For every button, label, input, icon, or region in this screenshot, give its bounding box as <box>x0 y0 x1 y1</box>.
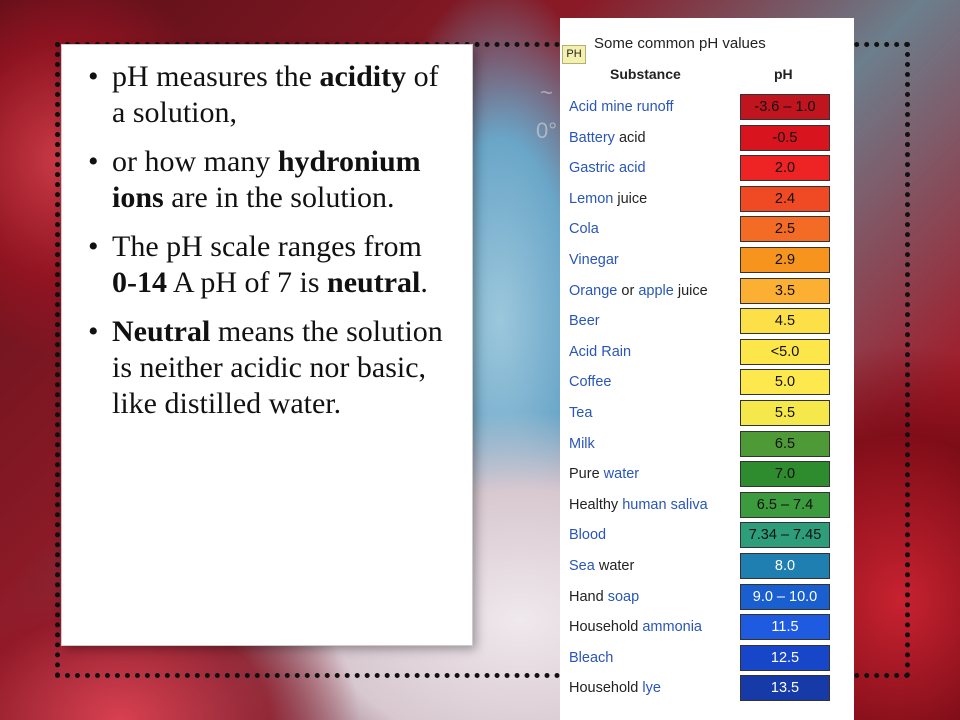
bullet-text: or how many <box>112 145 278 178</box>
bullet-item <box>80 314 454 422</box>
ph-table-row <box>560 214 854 245</box>
substance-name <box>569 214 599 245</box>
substance-name <box>569 459 639 490</box>
bullet-dot-icon: • <box>88 230 99 263</box>
ph-table-row <box>560 123 854 154</box>
substance-name <box>569 337 631 368</box>
ph-value-cell: 12.5 <box>740 645 830 671</box>
ph-table-row <box>560 92 854 123</box>
bullet-text: means the solution is neither acidic nor basic, like distilled water. <box>112 315 443 420</box>
substance-name <box>569 673 661 704</box>
substance-name <box>569 429 595 460</box>
bullet-list <box>80 59 454 422</box>
substance-name <box>569 551 634 582</box>
ph-table-row <box>560 612 854 643</box>
substance-name <box>569 582 639 613</box>
ph-value-cell: 8.0 <box>740 553 830 579</box>
substance-name <box>569 398 592 429</box>
ph-value-cell: -3.6 – 1.0 <box>740 94 830 120</box>
substance-link[interactable]: Cola <box>569 221 599 238</box>
ph-value-cell: 5.5 <box>740 400 830 426</box>
substance-link[interactable]: Blood <box>569 527 607 544</box>
bullet-text: . <box>420 266 428 299</box>
ph-value-cell: 11.5 <box>740 614 830 640</box>
substance-text: acid <box>614 129 646 146</box>
substance-link[interactable]: Milk <box>569 435 595 452</box>
ph-value-cell: 13.5 <box>740 675 830 701</box>
beaker-graduation-mark: 0° <box>536 118 558 143</box>
ph-table-row <box>560 276 854 307</box>
substance-text: Pure <box>569 466 604 483</box>
bullet-bold-text: 0-14 <box>112 266 167 299</box>
ph-table-row <box>560 184 854 215</box>
substance-link[interactable]: Gastric acid <box>569 160 646 177</box>
ph-value-cell: 2.9 <box>740 247 830 273</box>
substance-text: Hand <box>569 588 608 605</box>
ph-table-row <box>560 520 854 551</box>
substance-link[interactable]: Vinegar <box>569 251 619 268</box>
ph-table-row <box>560 153 854 184</box>
ph-table-row <box>560 551 854 582</box>
ph-table-title: Some common pH values <box>594 35 766 52</box>
substance-link[interactable]: Bleach <box>569 649 614 666</box>
substance-text: water <box>594 557 635 574</box>
substance-text: juice <box>673 282 708 299</box>
ph-value-cell: 2.0 <box>740 155 830 181</box>
substance-link[interactable]: Acid Rain <box>569 343 632 360</box>
substance-name <box>569 612 702 643</box>
bullet-item <box>80 59 454 131</box>
substance-name <box>569 153 646 184</box>
ph-table-row <box>560 490 854 521</box>
substance-text: Household <box>569 680 643 697</box>
substance-link[interactable]: Tea <box>569 404 593 421</box>
substance-link[interactable]: Lemon <box>569 190 614 207</box>
substance-name <box>569 367 611 398</box>
ph-value-cell: 2.4 <box>740 186 830 212</box>
substance-column-header: Substance <box>610 66 681 82</box>
bullet-dot-icon: • <box>88 60 99 93</box>
beaker-graduation-mark: ~ <box>540 80 553 105</box>
ph-table-row <box>560 337 854 368</box>
substance-name <box>569 520 606 551</box>
ph-column-header: pH <box>774 66 793 82</box>
ph-value-cell: <5.0 <box>740 339 830 365</box>
substance-name <box>569 306 600 337</box>
substance-link[interactable]: soap <box>607 588 640 605</box>
substance-name <box>569 643 613 674</box>
text-panel <box>62 45 472 645</box>
substance-link[interactable]: Acid mine runoff <box>569 99 674 115</box>
ph-rows <box>560 92 854 704</box>
ph-value-cell: 6.5 – 7.4 <box>740 492 830 518</box>
ph-table-row <box>560 643 854 674</box>
substance-name <box>569 276 708 307</box>
ph-value-cell: 4.5 <box>740 308 830 334</box>
bullet-item <box>80 144 454 216</box>
substance-text: Healthy <box>569 496 623 513</box>
ph-value-cell: 7.34 – 7.45 <box>740 522 830 548</box>
ph-tag: PH <box>562 45 586 64</box>
bullet-bold-text: Neutral <box>112 315 211 348</box>
bullet-text: of a solution, <box>112 60 439 129</box>
ph-table-row <box>560 306 854 337</box>
substance-name <box>569 123 646 154</box>
substance-link[interactable]: water <box>603 466 640 483</box>
ph-value-cell: 7.0 <box>740 461 830 487</box>
ph-value-cell: 2.5 <box>740 216 830 242</box>
substance-link[interactable]: human saliva <box>622 496 708 513</box>
substance-link[interactable]: Orange <box>569 282 618 299</box>
ph-table-row <box>560 367 854 398</box>
ph-table-row <box>560 245 854 276</box>
substance-link[interactable]: Coffee <box>569 374 612 391</box>
bullet-dot-icon: • <box>88 145 99 178</box>
substance-link[interactable]: apple <box>638 282 674 299</box>
bullet-text: are in the solution. <box>163 181 395 214</box>
ph-value-cell: 5.0 <box>740 369 830 395</box>
ph-value-cell: 6.5 <box>740 431 830 457</box>
substance-name <box>569 490 708 521</box>
ph-table-row <box>560 459 854 490</box>
substance-name <box>569 245 619 276</box>
substance-name <box>569 92 674 123</box>
substance-link[interactable]: Sea <box>569 557 595 574</box>
substance-text: or <box>617 282 639 299</box>
substance-link[interactable]: Battery <box>569 129 615 146</box>
ph-table-row <box>560 673 854 704</box>
substance-text: Household <box>569 619 643 636</box>
ph-table-row <box>560 398 854 429</box>
bullet-dot-icon: • <box>88 315 99 348</box>
substance-link[interactable]: ammonia <box>642 619 702 636</box>
ph-table-row <box>560 582 854 613</box>
substance-text: juice <box>613 190 648 207</box>
bullet-text: A pH of 7 is <box>167 266 328 299</box>
substance-link[interactable]: lye <box>642 680 661 697</box>
bullet-bold-text: hydronium ions <box>112 145 421 214</box>
bullet-bold-text: acidity <box>319 60 407 93</box>
bullet-bold-text: neutral <box>327 266 421 299</box>
substance-name <box>569 184 647 215</box>
bullet-text: The pH scale ranges from <box>112 230 422 263</box>
ph-value-cell: 3.5 <box>740 278 830 304</box>
ph-values-table <box>560 18 854 720</box>
bullet-text: pH measures the <box>112 60 320 93</box>
substance-link[interactable]: Beer <box>569 313 600 330</box>
ph-table-row <box>560 429 854 460</box>
ph-value-cell: 9.0 – 10.0 <box>740 584 830 610</box>
bullet-item <box>80 229 454 301</box>
ph-value-cell: -0.5 <box>740 125 830 151</box>
